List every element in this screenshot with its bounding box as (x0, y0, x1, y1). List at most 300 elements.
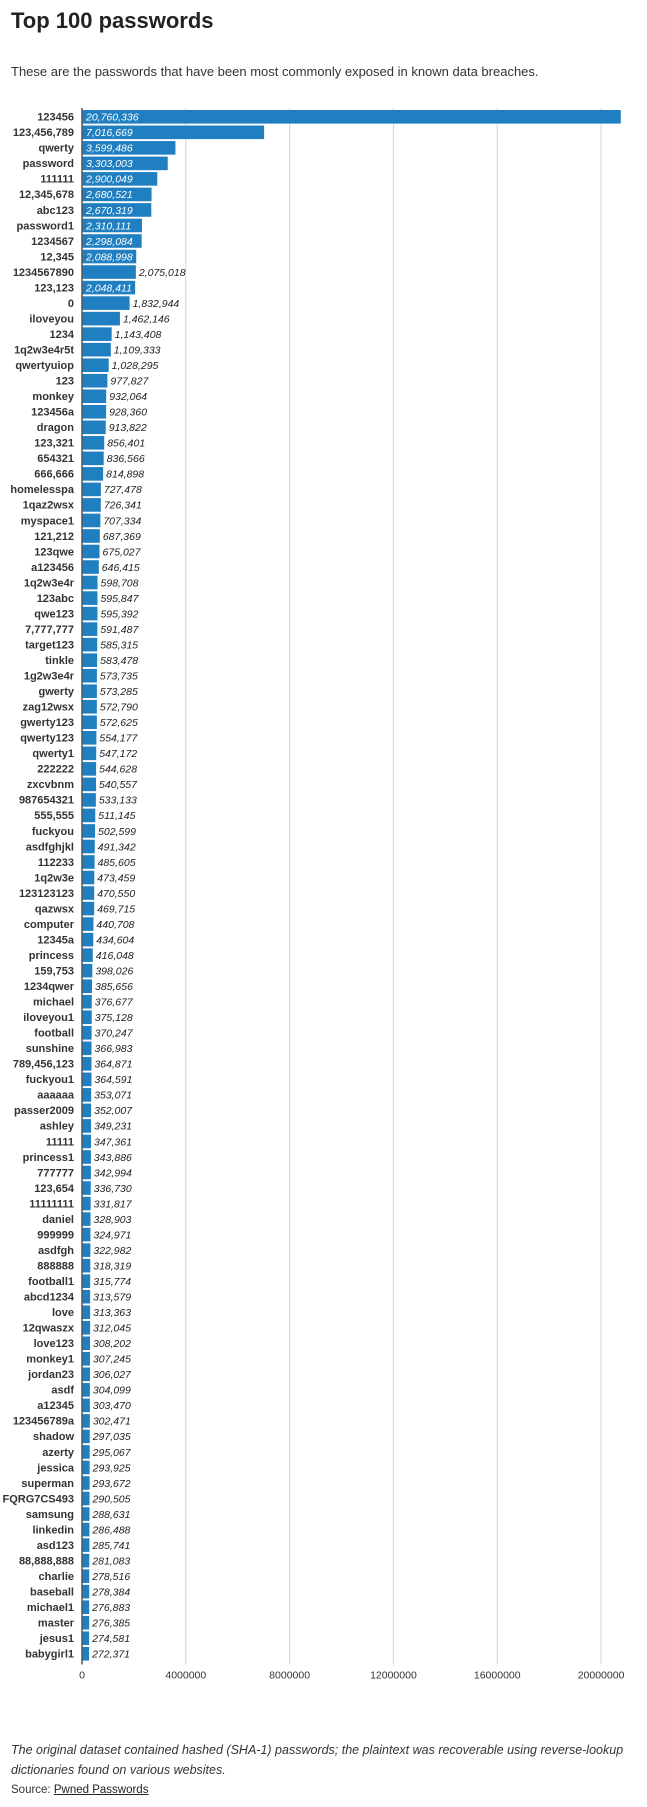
value-label: 278,384 (92, 1586, 131, 1599)
value-label: 727,478 (103, 484, 142, 497)
category-label: samsung (25, 1508, 74, 1521)
value-label: 331,817 (93, 1198, 132, 1211)
category-label: qwe123 (34, 608, 74, 621)
category-label: 12qwaszx (22, 1322, 74, 1335)
category-label: ashley (39, 1120, 74, 1133)
bar (82, 545, 100, 559)
bar (82, 1150, 91, 1164)
value-label: 554,177 (99, 732, 138, 745)
bar (82, 343, 111, 357)
bar (82, 1228, 90, 1242)
value-label: 1,462,146 (122, 313, 170, 326)
value-label: 307,245 (92, 1353, 131, 1366)
bar (82, 669, 97, 683)
value-label: 491,342 (97, 841, 136, 854)
category-label: 11111 (45, 1136, 74, 1149)
value-label: 274,581 (92, 1633, 131, 1646)
bar (82, 560, 99, 574)
value-label: 469,715 (97, 903, 136, 916)
bar (82, 622, 97, 636)
category-label: 121,212 (34, 530, 74, 543)
category-label: superman (21, 1477, 74, 1490)
category-label: 777777 (37, 1167, 74, 1180)
category-label: love123 (33, 1338, 74, 1351)
bar (82, 1554, 89, 1568)
bar (82, 1135, 91, 1149)
category-label: sunshine (25, 1043, 74, 1056)
category-label: michael (33, 996, 74, 1009)
value-label: 322,982 (93, 1244, 132, 1257)
category-label: 12,345,678 (18, 189, 74, 202)
category-label: 987654321 (18, 794, 74, 807)
x-tick-label: 16000000 (473, 1669, 521, 1682)
category-labels (2, 112, 74, 1661)
category-label: password1 (16, 220, 74, 233)
category-label: qwerty1 (32, 748, 74, 761)
value-label: 533,133 (98, 794, 137, 807)
bar (82, 1616, 89, 1630)
bar (82, 1243, 90, 1257)
bar (82, 1352, 90, 1366)
value-label: 293,925 (92, 1462, 131, 1475)
bar (82, 995, 92, 1009)
source-line (11, 1784, 148, 1796)
bar (82, 917, 93, 931)
x-tick-label: 12000000 (370, 1669, 417, 1682)
category-label: qazwsx (34, 903, 74, 916)
bar (82, 1538, 89, 1552)
category-label: 888888 (37, 1260, 74, 1273)
bar (82, 1476, 90, 1490)
category-label: 654321 (37, 453, 74, 466)
value-label: 290,505 (92, 1493, 131, 1506)
bar (82, 1569, 89, 1583)
category-label: zag12wsx (22, 701, 74, 714)
category-label: princess (28, 949, 74, 962)
bar (82, 964, 92, 978)
category-label: 1234567 (31, 235, 74, 248)
category-label: 12345a (37, 934, 74, 947)
category-label: 1234qwer (23, 981, 74, 993)
value-label: 278,516 (92, 1570, 131, 1583)
category-label: football1 (28, 1275, 74, 1288)
value-label: 707,334 (103, 515, 142, 528)
category-label: 1q2w3e4r5t (14, 344, 74, 357)
category-label: 123456a (31, 406, 74, 419)
bar (82, 529, 100, 543)
category-label: asd123 (36, 1539, 74, 1552)
value-label: 272,371 (92, 1648, 131, 1661)
value-label: 3,599,486 (86, 142, 133, 155)
value-label: 726,341 (103, 499, 142, 512)
value-label: 347,361 (94, 1136, 132, 1149)
category-label: baseball (29, 1586, 74, 1599)
value-label: 293,672 (92, 1477, 131, 1490)
bar (82, 886, 94, 900)
value-label: 3,303,003 (86, 158, 133, 171)
x-tick-label: 8000000 (269, 1669, 311, 1682)
value-label: 1,109,333 (113, 344, 161, 357)
bar (82, 778, 96, 792)
value-label: 473,459 (97, 872, 136, 885)
category-label: FQRG7CS493 (2, 1493, 74, 1506)
category-label: qwerty (38, 142, 74, 155)
bar (82, 1104, 91, 1118)
value-label: 928,360 (109, 406, 148, 419)
category-label: 123,123 (34, 282, 74, 295)
value-label: 583,478 (100, 654, 139, 667)
category-label: 123,654 (34, 1182, 74, 1195)
value-label: 1,143,408 (114, 328, 162, 341)
category-label: jordan23 (28, 1369, 74, 1382)
bar (82, 452, 104, 466)
value-label: 315,774 (93, 1275, 132, 1288)
x-tick-label: 20000000 (577, 1669, 625, 1682)
value-label: 2,298,084 (86, 235, 133, 248)
bar (82, 840, 95, 854)
bar (82, 700, 97, 714)
bar (82, 327, 112, 341)
category-label: shadow (33, 1431, 74, 1444)
category-label: monkey (32, 391, 74, 404)
category-label: a123456 (31, 561, 74, 574)
category-label: dragon (36, 422, 74, 435)
value-label: 595,847 (100, 592, 139, 605)
category-label: zxcvbnm (26, 779, 74, 792)
password-bar-chart (0, 108, 647, 1738)
value-label: 385,656 (95, 981, 133, 993)
category-label: tinkle (45, 654, 74, 667)
bar (82, 871, 94, 885)
category-label: princess1 (22, 1151, 74, 1164)
bar (82, 1321, 90, 1335)
bar (82, 358, 109, 372)
bar (82, 498, 101, 512)
category-label: 123,456,789 (12, 127, 74, 140)
value-label: 470,550 (97, 887, 136, 900)
category-label: 123123123 (18, 887, 74, 900)
bar (82, 576, 98, 590)
bar (82, 1274, 90, 1288)
value-label: 364,591 (94, 1074, 133, 1087)
value-label: 336,730 (93, 1182, 132, 1195)
bar (82, 591, 97, 605)
category-label: daniel (42, 1213, 74, 1226)
value-label: 286,488 (92, 1524, 131, 1537)
value-label: 288,631 (92, 1508, 131, 1521)
category-label: babygirl1 (25, 1648, 74, 1661)
category-label: asdf (51, 1384, 74, 1397)
bar (82, 1197, 91, 1211)
value-label: 595,392 (100, 608, 139, 621)
value-label: 324,971 (93, 1229, 132, 1242)
value-label: 313,363 (93, 1307, 132, 1320)
category-label: master (37, 1617, 74, 1630)
bar (82, 467, 103, 481)
bar (82, 1057, 91, 1071)
bar (82, 1259, 90, 1273)
bar (82, 1631, 89, 1645)
category-label: iloveyou (29, 313, 74, 326)
bar (82, 793, 96, 807)
value-label: 511,145 (98, 810, 136, 823)
bar (82, 1026, 92, 1040)
category-label: fuckyou1 (25, 1074, 74, 1087)
bar (82, 265, 136, 279)
value-label: 573,735 (99, 670, 138, 683)
value-label: 328,903 (93, 1213, 132, 1226)
category-label: 222222 (37, 763, 74, 776)
value-label: 276,883 (92, 1602, 131, 1614)
value-label: 2,048,411 (86, 282, 132, 295)
bar (82, 1166, 91, 1180)
value-label: 416,048 (95, 949, 134, 962)
category-label: 88,888,888 (18, 1555, 74, 1568)
category-label: fuckyou (31, 825, 74, 838)
value-label: 2,075,018 (138, 266, 186, 279)
bar (82, 1647, 89, 1661)
value-label: 312,045 (93, 1322, 132, 1335)
bar (82, 948, 93, 962)
category-label: 7,777,777 (25, 623, 74, 636)
value-label: 440,708 (96, 918, 135, 931)
value-label: 398,026 (95, 965, 134, 978)
category-label: 0 (67, 297, 74, 310)
category-label: qwertyuiop (15, 360, 74, 372)
bar (82, 1088, 91, 1102)
category-label: 123abc (36, 592, 74, 605)
value-label: 343,886 (93, 1151, 132, 1164)
bar (82, 1430, 90, 1444)
category-label: 12,345 (40, 251, 74, 264)
bar (82, 1507, 89, 1521)
category-label: homelesspa (10, 484, 74, 497)
category-label: azerty (42, 1446, 74, 1459)
value-label: 573,285 (99, 686, 138, 699)
category-label: computer (23, 918, 74, 931)
value-label: 20,760,336 (86, 111, 139, 124)
value-label: 502,599 (98, 825, 137, 838)
chart-title: Top 100 passwords (11, 8, 214, 33)
value-label: 2,088,998 (86, 251, 133, 264)
value-label: 856,401 (107, 437, 146, 450)
category-label: 123 (55, 375, 74, 388)
category-label: 123,321 (34, 437, 74, 450)
bar (82, 684, 97, 698)
value-label: 375,128 (94, 1012, 133, 1025)
value-label: 485,605 (97, 856, 136, 869)
value-label: 376,677 (94, 996, 133, 1009)
source-link[interactable]: Pwned Passwords (53, 1784, 149, 1796)
bar (82, 421, 106, 435)
value-label: 598,708 (100, 577, 139, 590)
category-label: a12345 (37, 1400, 74, 1413)
category-label: 111111 (40, 173, 74, 186)
category-label: passer2009 (14, 1105, 74, 1118)
value-label: 349,231 (94, 1120, 133, 1133)
category-label: password (22, 158, 74, 171)
category-label: 123456 (37, 111, 74, 124)
bar (82, 747, 96, 761)
category-label: 1q2w3e (34, 872, 74, 885)
category-label: abcd1234 (23, 1291, 74, 1304)
bar (82, 1010, 92, 1024)
category-label: 555,555 (34, 810, 74, 823)
value-label: 836,566 (106, 453, 145, 466)
chart-subtitle: These are the passwords that have been most commonly exposed in known data breaches. (11, 64, 539, 79)
value-label: 572,790 (99, 701, 138, 714)
category-label: iloveyou1 (23, 1012, 74, 1025)
category-label: 1qaz2wsx (22, 499, 74, 512)
bar (82, 1119, 91, 1133)
value-label: 353,071 (94, 1089, 133, 1102)
bar (82, 731, 96, 745)
bar (82, 483, 101, 497)
bar (82, 1212, 91, 1226)
value-label: 977,827 (110, 375, 149, 388)
category-label: love (51, 1307, 74, 1320)
value-label: 814,898 (106, 468, 145, 481)
category-label: 11111111 (29, 1198, 74, 1211)
value-label: 675,027 (102, 546, 141, 559)
value-label: 281,083 (92, 1555, 131, 1568)
bar (82, 762, 96, 776)
value-label: 303,470 (92, 1400, 131, 1413)
bar (82, 514, 100, 528)
category-label: 1g2w3e4r (23, 670, 74, 683)
bar (82, 1181, 91, 1195)
bar (82, 405, 106, 419)
bar (82, 374, 107, 388)
value-label: 2,680,521 (86, 189, 133, 202)
category-label: 123456789a (12, 1415, 74, 1428)
chart-footnote: The original dataset contained hashed (SHA-1) passwords; the plaintext was recoverable using reverse-lookup dictionaries found on various websites. (11, 1743, 624, 1777)
value-label: 7,016,669 (86, 127, 133, 140)
bar (82, 933, 93, 947)
category-label: michael1 (26, 1602, 74, 1614)
value-label: 306,027 (92, 1369, 131, 1382)
value-label: 318,319 (93, 1260, 132, 1273)
category-label: 789,456,123 (12, 1058, 74, 1071)
value-label: 313,579 (93, 1291, 132, 1304)
category-label: football (34, 1027, 74, 1040)
bar (82, 979, 92, 993)
bar (82, 1600, 89, 1614)
value-label: 2,310,111 (86, 220, 132, 233)
bar (82, 824, 95, 838)
bars (82, 110, 621, 1661)
value-label: 297,035 (92, 1431, 131, 1444)
category-label: 1q2w3e4r (23, 577, 74, 590)
value-label: 932,064 (109, 391, 148, 404)
category-label: qwerty123 (20, 732, 74, 745)
category-label: 1234567890 (12, 266, 74, 279)
value-label: 1,028,295 (111, 360, 159, 372)
value-label: 2,900,049 (86, 173, 133, 186)
category-label: 112233 (37, 856, 74, 869)
value-label: 687,369 (102, 530, 141, 543)
category-label: 159,753 (34, 965, 74, 978)
category-label: jessica (37, 1462, 74, 1475)
bar (82, 1336, 90, 1350)
bar (82, 1399, 90, 1413)
bar (82, 1461, 90, 1475)
category-label: 666,666 (34, 468, 74, 481)
category-label: jesus1 (39, 1633, 74, 1646)
category-label: monkey1 (26, 1353, 74, 1366)
value-label: 370,247 (94, 1027, 133, 1040)
bar (82, 312, 120, 326)
value-label: 364,871 (94, 1058, 133, 1071)
bar (82, 715, 97, 729)
bar (82, 296, 130, 310)
bar (82, 607, 97, 621)
bar (82, 902, 94, 916)
category-label: charlie (38, 1570, 74, 1583)
bar (82, 1073, 91, 1087)
category-label: abc123 (36, 204, 74, 217)
bar (82, 1368, 90, 1382)
value-label: 434,604 (96, 934, 135, 947)
value-label: 295,067 (92, 1446, 131, 1459)
bar (82, 1445, 90, 1459)
value-label: 591,487 (100, 623, 139, 636)
value-label: 646,415 (101, 561, 140, 574)
value-label: 276,385 (92, 1617, 131, 1630)
bar (82, 1414, 90, 1428)
bar (82, 389, 106, 403)
value-label: 547,172 (99, 748, 138, 761)
value-label: 366,983 (94, 1043, 133, 1056)
value-label: 352,007 (94, 1105, 133, 1118)
bar (82, 809, 95, 823)
bar (82, 1523, 89, 1537)
category-label: target123 (25, 639, 74, 652)
value-label: 572,625 (99, 717, 138, 730)
x-tick-label: 4000000 (165, 1669, 207, 1682)
category-label: 1234 (49, 328, 74, 341)
category-label: myspace1 (20, 515, 74, 528)
value-label: 1,832,944 (132, 297, 180, 310)
category-label: asdfghjkl (25, 841, 74, 854)
bar (82, 653, 97, 667)
bar (82, 110, 621, 124)
category-label: 999999 (37, 1229, 74, 1242)
category-label: gwerty123 (20, 717, 74, 730)
bar (82, 638, 97, 652)
x-axis (79, 108, 624, 1682)
x-tick-label: 0 (79, 1669, 85, 1682)
value-label: 585,315 (100, 639, 139, 652)
category-label: aaaaaa (37, 1089, 74, 1102)
value-label: 308,202 (92, 1338, 131, 1351)
value-label: 544,628 (99, 763, 138, 776)
category-label: 123qwe (34, 546, 74, 559)
value-label: 285,741 (92, 1539, 131, 1552)
bar (82, 1383, 90, 1397)
bar (82, 1305, 90, 1319)
bar (82, 1585, 89, 1599)
category-label: linkedin (32, 1524, 74, 1537)
value-label: 540,557 (99, 779, 137, 792)
bar (82, 1290, 90, 1304)
bar (82, 1492, 90, 1506)
value-label: 2,670,319 (86, 204, 133, 217)
bar (82, 1042, 92, 1056)
value-label: 913,822 (108, 422, 147, 435)
gridlines (186, 108, 601, 1665)
source-label: Source: (11, 1784, 51, 1796)
